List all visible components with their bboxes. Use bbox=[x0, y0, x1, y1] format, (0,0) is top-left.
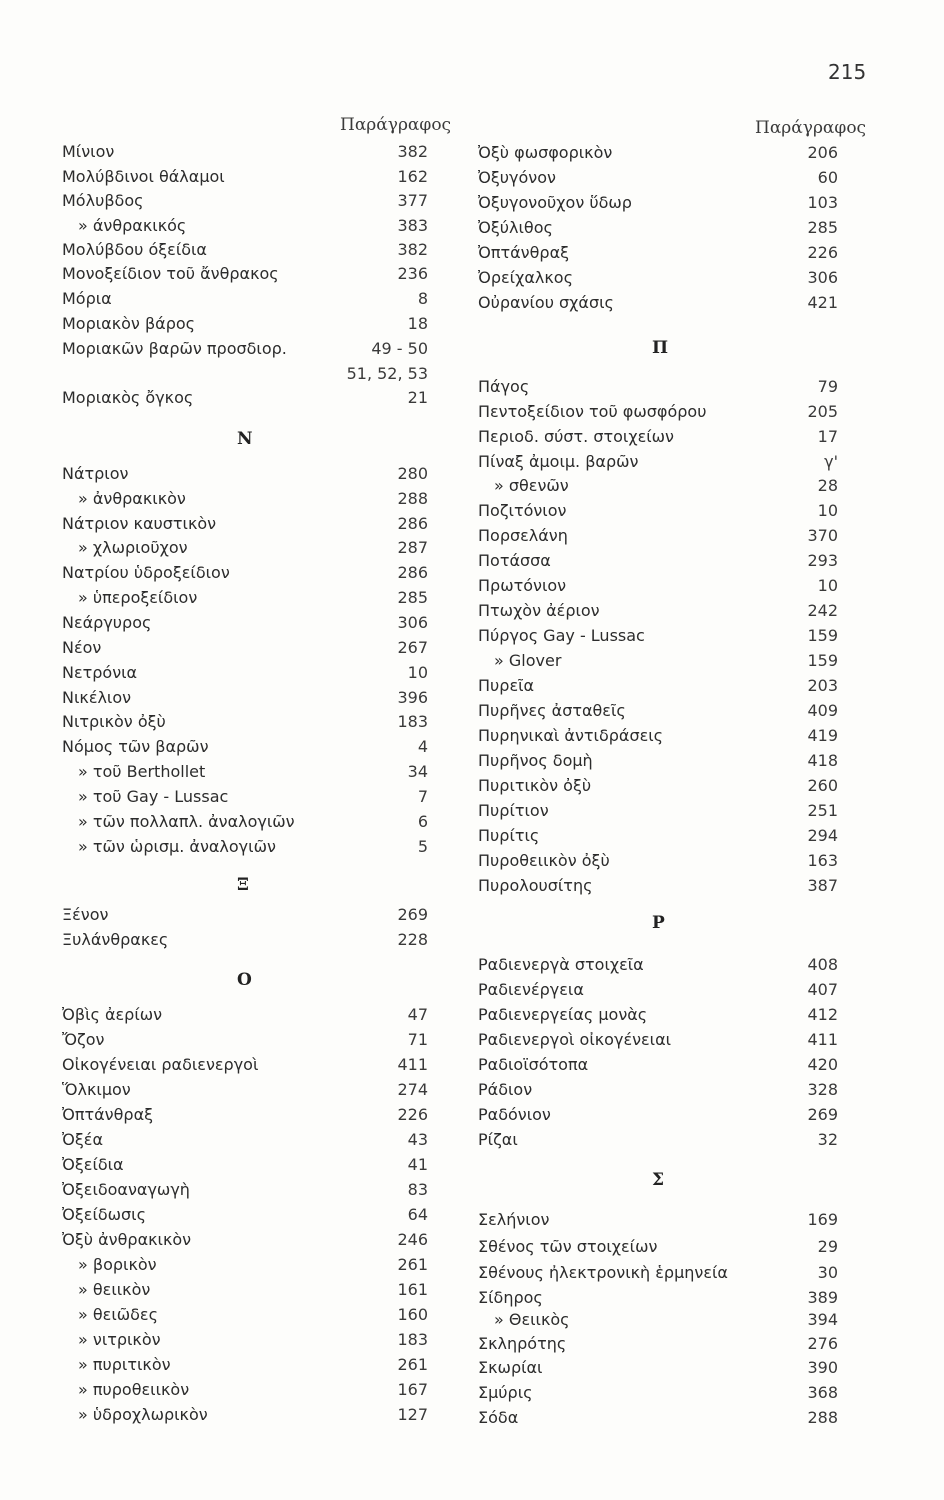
entry-term: Περιοδ. σύστ. στοιχείων bbox=[478, 427, 674, 446]
entry-term: Ὀξέα bbox=[62, 1130, 103, 1149]
entry-term: Ραδόνιον bbox=[478, 1105, 551, 1124]
entry-paragraph: 390 bbox=[807, 1358, 838, 1377]
entry-paragraph: 285 bbox=[397, 588, 428, 607]
entry-paragraph: 103 bbox=[807, 193, 838, 212]
entry-paragraph: 18 bbox=[407, 314, 428, 333]
entry-paragraph: 420 bbox=[807, 1055, 838, 1074]
entry-term: Μολύβδου όξείδια bbox=[62, 240, 207, 259]
index-entry bbox=[62, 1280, 428, 1304]
entry-term: Πυρεῖα bbox=[478, 676, 535, 695]
index-entry bbox=[62, 1230, 428, 1254]
entry-term: Σκληρότης bbox=[478, 1334, 567, 1353]
index-entry bbox=[62, 712, 428, 736]
index-entry bbox=[478, 501, 838, 525]
index-entry bbox=[478, 243, 838, 267]
entry-paragraph: 226 bbox=[397, 1105, 428, 1124]
entry-paragraph: γ' bbox=[824, 452, 838, 471]
entry-paragraph: 408 bbox=[807, 955, 838, 974]
entry-paragraph: 51, 52, 53 bbox=[346, 364, 428, 383]
entry-term: Πάγος bbox=[478, 377, 530, 396]
index-entry bbox=[478, 1210, 838, 1234]
index-entry bbox=[62, 1380, 428, 1404]
entry-term: Ὀπτάνθραξ bbox=[62, 1105, 154, 1124]
entry-term: Ὅλκιμον bbox=[62, 1080, 131, 1099]
index-entry bbox=[62, 812, 428, 836]
entry-term: » ὑπεροξείδιον bbox=[78, 588, 198, 607]
entry-paragraph: 261 bbox=[397, 1355, 428, 1374]
entry-paragraph: 407 bbox=[807, 980, 838, 999]
entry-paragraph: 293 bbox=[807, 551, 838, 570]
index-entry bbox=[478, 801, 838, 825]
entry-paragraph: 288 bbox=[397, 489, 428, 508]
index-entry bbox=[478, 776, 838, 800]
entry-term: » πυροθειικὸν bbox=[78, 1380, 190, 1399]
index-entry bbox=[62, 1255, 428, 1279]
index-entry bbox=[478, 1408, 838, 1432]
entry-paragraph: 7 bbox=[417, 787, 428, 806]
entry-term: Ξένον bbox=[62, 905, 109, 924]
index-entry bbox=[478, 1030, 838, 1054]
entry-paragraph: 377 bbox=[397, 191, 428, 210]
index-entry bbox=[478, 851, 838, 875]
index-entry bbox=[62, 1130, 428, 1154]
entry-paragraph: 167 bbox=[397, 1380, 428, 1399]
index-entry bbox=[62, 613, 428, 637]
index-entry bbox=[478, 1263, 838, 1287]
index-entry bbox=[478, 726, 838, 750]
right-column-header: Παράγραφος bbox=[755, 118, 867, 138]
index-entry bbox=[478, 476, 838, 500]
entry-paragraph: 269 bbox=[397, 905, 428, 924]
index-entry bbox=[62, 289, 428, 313]
entry-term: Ραδιενεργοὶ οἰκογένειαι bbox=[478, 1030, 672, 1049]
index-entry bbox=[478, 980, 838, 1004]
index-entry bbox=[62, 1305, 428, 1329]
entry-term: Πυρῆνος δομὴ bbox=[478, 751, 593, 770]
entry-term: » τοῦ Berthollet bbox=[78, 762, 206, 781]
index-entry bbox=[62, 787, 428, 811]
entry-paragraph: 32 bbox=[817, 1130, 838, 1149]
index-entry bbox=[478, 1005, 838, 1029]
entry-paragraph: 159 bbox=[807, 626, 838, 645]
entry-paragraph: 387 bbox=[807, 876, 838, 895]
index-entry bbox=[62, 762, 428, 786]
entry-paragraph: 396 bbox=[397, 688, 428, 707]
index-entry bbox=[478, 1334, 838, 1358]
entry-term: Σκωρίαι bbox=[478, 1358, 543, 1377]
index-entry bbox=[478, 1288, 838, 1312]
entry-paragraph: 246 bbox=[397, 1230, 428, 1249]
entry-paragraph: 260 bbox=[807, 776, 838, 795]
entry-paragraph: 328 bbox=[807, 1080, 838, 1099]
entry-term: Πυρίτιον bbox=[478, 801, 549, 820]
index-entry bbox=[62, 538, 428, 562]
entry-paragraph: 28 bbox=[817, 476, 838, 495]
entry-paragraph: 43 bbox=[407, 1130, 428, 1149]
entry-term: Μοριακὸς ὄγκος bbox=[62, 388, 194, 407]
entry-term: Ραδιενεργὰ στοιχεῖα bbox=[478, 955, 644, 974]
index-entry bbox=[478, 1105, 838, 1129]
entry-paragraph: 206 bbox=[807, 143, 838, 162]
index-entry bbox=[62, 1205, 428, 1229]
index-entry bbox=[62, 1330, 428, 1354]
index-entry bbox=[62, 1055, 428, 1079]
entry-paragraph: 47 bbox=[407, 1005, 428, 1024]
index-entry bbox=[62, 1030, 428, 1054]
index-entry bbox=[478, 1237, 838, 1261]
index-entry bbox=[62, 514, 428, 538]
entry-paragraph: 79 bbox=[817, 377, 838, 396]
entry-paragraph: 10 bbox=[817, 576, 838, 595]
entry-paragraph: 274 bbox=[397, 1080, 428, 1099]
section-letter: Ο bbox=[237, 970, 252, 990]
entry-term: Ποτάσσα bbox=[478, 551, 551, 570]
entry-term: » θειῶδες bbox=[78, 1305, 158, 1324]
entry-paragraph: 267 bbox=[397, 638, 428, 657]
entry-paragraph: 8 bbox=[417, 289, 428, 308]
index-entry bbox=[62, 1355, 428, 1379]
entry-paragraph: 421 bbox=[807, 293, 838, 312]
entry-term: » Θειικὸς bbox=[494, 1310, 570, 1329]
index-entry bbox=[478, 1080, 838, 1104]
entry-term: Πυρίτις bbox=[478, 826, 540, 845]
index-entry bbox=[62, 663, 428, 687]
entry-paragraph: 10 bbox=[407, 663, 428, 682]
index-entry bbox=[62, 339, 428, 363]
section-letter: Π bbox=[652, 338, 669, 358]
entry-term: » χλωριοῦχον bbox=[78, 538, 188, 557]
entry-term: Πίναξ ἀμοιμ. βαρῶν bbox=[478, 452, 639, 471]
entry-term: » τοῦ Gay - Lussac bbox=[78, 787, 229, 806]
entry-paragraph: 17 bbox=[817, 427, 838, 446]
index-entry bbox=[62, 837, 428, 861]
entry-paragraph: 285 bbox=[807, 218, 838, 237]
entry-term: Νόμος τῶν βαρῶν bbox=[62, 737, 209, 756]
entry-term: Νετρόνια bbox=[62, 663, 138, 682]
index-entry bbox=[62, 638, 428, 662]
entry-paragraph: 412 bbox=[807, 1005, 838, 1024]
entry-paragraph: 49 - 50 bbox=[371, 339, 428, 358]
entry-term: » νιτρικὸν bbox=[78, 1330, 161, 1349]
index-entry bbox=[62, 216, 428, 240]
entry-paragraph: 261 bbox=[397, 1255, 428, 1274]
entry-paragraph: 6 bbox=[417, 812, 428, 831]
index-entry bbox=[62, 464, 428, 488]
index-entry bbox=[478, 551, 838, 575]
index-entry bbox=[478, 268, 838, 292]
entry-term: Μόλυβδος bbox=[62, 191, 144, 210]
entry-paragraph: 276 bbox=[807, 1334, 838, 1353]
entry-term: Ὀρείχαλκος bbox=[478, 268, 573, 287]
entry-term: Πυρῆνες ἀσταθεῖς bbox=[478, 701, 626, 720]
entry-paragraph: 183 bbox=[397, 1330, 428, 1349]
entry-term: Σμύρις bbox=[478, 1383, 533, 1402]
entry-term: Σθένος τῶν στοιχείων bbox=[478, 1237, 658, 1256]
entry-term: Ξυλάνθρακες bbox=[62, 930, 169, 949]
entry-paragraph: 286 bbox=[397, 514, 428, 533]
entry-term: Πεντοξείδιον τοῦ φωσφόρου bbox=[478, 402, 707, 421]
index-entry bbox=[478, 751, 838, 775]
entry-term: Νεάργυρος bbox=[62, 613, 152, 632]
entry-term: Νάτριον bbox=[62, 464, 129, 483]
entry-term: Ὀξείδια bbox=[62, 1155, 124, 1174]
section-letter: Ξ bbox=[237, 875, 249, 895]
index-entry bbox=[62, 905, 428, 929]
entry-term: » άνθρακικός bbox=[78, 216, 187, 235]
page-number: 215 bbox=[828, 60, 867, 84]
index-entry bbox=[478, 701, 838, 725]
section-letter: Ρ bbox=[652, 913, 665, 933]
entry-term: Μοριακὸν βάρος bbox=[62, 314, 196, 333]
index-entry bbox=[478, 168, 838, 192]
entry-paragraph: 4 bbox=[417, 737, 428, 756]
entry-paragraph: 382 bbox=[397, 240, 428, 259]
index-entry bbox=[62, 737, 428, 761]
entry-paragraph: 60 bbox=[817, 168, 838, 187]
entry-paragraph: 169 bbox=[807, 1210, 838, 1229]
index-entry bbox=[478, 193, 838, 217]
entry-paragraph: 383 bbox=[397, 216, 428, 235]
entry-term: Ραδιενεργείας μονὰς bbox=[478, 1005, 648, 1024]
entry-term: Οὐρανίου σχάσις bbox=[478, 293, 614, 312]
entry-paragraph: 21 bbox=[407, 388, 428, 407]
entry-paragraph: 389 bbox=[807, 1288, 838, 1307]
entry-term: Πυρηνικαὶ ἀντιδράσεις bbox=[478, 726, 664, 745]
entry-paragraph: 83 bbox=[407, 1180, 428, 1199]
entry-paragraph: 160 bbox=[397, 1305, 428, 1324]
entry-term: Ὀξύλιθος bbox=[478, 218, 553, 237]
index-entry bbox=[478, 651, 838, 675]
index-entry bbox=[478, 876, 838, 900]
index-entry bbox=[62, 1180, 428, 1204]
entry-term: Σόδα bbox=[478, 1408, 519, 1427]
index-entry bbox=[62, 489, 428, 513]
left-column-header: Παράγραφος bbox=[340, 115, 452, 135]
entry-paragraph: 236 bbox=[397, 264, 428, 283]
entry-term: Σίδηρος bbox=[478, 1288, 543, 1307]
index-entry bbox=[478, 427, 838, 451]
index-entry bbox=[62, 588, 428, 612]
entry-term: Μίνιον bbox=[62, 142, 115, 161]
entry-paragraph: 71 bbox=[407, 1030, 428, 1049]
entry-term: » Glover bbox=[494, 651, 562, 670]
entry-term: Μονοξείδιον τοῦ ἄνθρακος bbox=[62, 264, 279, 283]
index-entry bbox=[478, 218, 838, 242]
index-entry bbox=[478, 1310, 838, 1334]
entry-paragraph: 294 bbox=[807, 826, 838, 845]
entry-paragraph: 394 bbox=[807, 1310, 838, 1329]
entry-term: Πυριτικὸν ὀξὺ bbox=[478, 776, 592, 795]
entry-paragraph: 370 bbox=[807, 526, 838, 545]
index-entry bbox=[478, 626, 838, 650]
entry-term: Πύργος Gay - Lussac bbox=[478, 626, 645, 645]
entry-paragraph: 163 bbox=[807, 851, 838, 870]
entry-paragraph: 228 bbox=[397, 930, 428, 949]
entry-term: Ποζιτόνιον bbox=[478, 501, 567, 520]
index-entry bbox=[478, 576, 838, 600]
entry-paragraph: 411 bbox=[397, 1055, 428, 1074]
index-entry bbox=[62, 1405, 428, 1429]
index-entry bbox=[478, 452, 838, 476]
entry-paragraph: 306 bbox=[807, 268, 838, 287]
entry-term: Νιτρικὸν ὀξὺ bbox=[62, 712, 166, 731]
entry-term: Ρίζαι bbox=[478, 1130, 518, 1149]
entry-paragraph: 41 bbox=[407, 1155, 428, 1174]
index-entry bbox=[478, 293, 838, 317]
entry-paragraph: 205 bbox=[807, 402, 838, 421]
entry-paragraph: 409 bbox=[807, 701, 838, 720]
entry-term: » τῶν ὡρισμ. ἀναλογιῶν bbox=[78, 837, 276, 856]
index-entry bbox=[62, 142, 428, 166]
entry-paragraph: 382 bbox=[397, 142, 428, 161]
entry-term: Ὀξυγόνον bbox=[478, 168, 556, 187]
entry-term: Σελήνιον bbox=[478, 1210, 550, 1229]
entry-paragraph: 251 bbox=[807, 801, 838, 820]
entry-paragraph: 242 bbox=[807, 601, 838, 620]
index-entry bbox=[62, 930, 428, 954]
entry-term: Ὄζον bbox=[62, 1030, 105, 1049]
index-entry bbox=[62, 264, 428, 288]
entry-paragraph: 287 bbox=[397, 538, 428, 557]
entry-paragraph: 306 bbox=[397, 613, 428, 632]
entry-paragraph: 29 bbox=[817, 1237, 838, 1256]
entry-paragraph: 161 bbox=[397, 1280, 428, 1299]
index-entry bbox=[62, 1080, 428, 1104]
entry-term: Ὀξείδωσις bbox=[62, 1205, 146, 1224]
entry-term: » ἀνθρακικὸν bbox=[78, 489, 186, 508]
entry-paragraph: 34 bbox=[407, 762, 428, 781]
entry-paragraph: 418 bbox=[807, 751, 838, 770]
index-entry bbox=[478, 676, 838, 700]
index-entry bbox=[478, 1383, 838, 1407]
index-entry bbox=[62, 688, 428, 712]
entry-paragraph: 127 bbox=[397, 1405, 428, 1424]
entry-term: Μοριακῶν βαρῶν προσδιορ. bbox=[62, 339, 287, 358]
entry-paragraph: 288 bbox=[807, 1408, 838, 1427]
entry-paragraph: 5 bbox=[417, 837, 428, 856]
entry-term: Νατρίου ὑδροξείδιον bbox=[62, 563, 230, 582]
entry-term: Νικέλιον bbox=[62, 688, 132, 707]
entry-term: » βορικὸν bbox=[78, 1255, 157, 1274]
index-entry bbox=[478, 1130, 838, 1154]
index-entry bbox=[478, 526, 838, 550]
index-entry bbox=[478, 955, 838, 979]
index-entry bbox=[478, 826, 838, 850]
entry-paragraph: 226 bbox=[807, 243, 838, 262]
index-entry bbox=[478, 1358, 838, 1382]
index-entry bbox=[62, 1005, 428, 1029]
entry-term: » σθενῶν bbox=[494, 476, 569, 495]
entry-paragraph: 30 bbox=[817, 1263, 838, 1282]
entry-term: Μολύβδινοι θάλαμοι bbox=[62, 167, 225, 186]
entry-paragraph: 368 bbox=[807, 1383, 838, 1402]
entry-paragraph: 159 bbox=[807, 651, 838, 670]
index-entry bbox=[62, 167, 428, 191]
entry-term: Ὀξὺ ἀνθρακικὸν bbox=[62, 1230, 192, 1249]
index-entry bbox=[62, 563, 428, 587]
entry-term: Νέον bbox=[62, 638, 102, 657]
index-entry bbox=[478, 601, 838, 625]
index-entry bbox=[62, 364, 428, 388]
entry-paragraph: 419 bbox=[807, 726, 838, 745]
entry-term: » θειικὸν bbox=[78, 1280, 151, 1299]
entry-term: Νάτριον καυστικὸν bbox=[62, 514, 217, 533]
index-entry bbox=[62, 191, 428, 215]
entry-paragraph: 10 bbox=[817, 501, 838, 520]
entry-paragraph: 203 bbox=[807, 676, 838, 695]
entry-term: Ραδιοϊσότοπα bbox=[478, 1055, 589, 1074]
index-entry bbox=[62, 240, 428, 264]
index-entry bbox=[62, 1105, 428, 1129]
index-entry bbox=[478, 402, 838, 426]
index-entry bbox=[62, 388, 428, 412]
entry-paragraph: 411 bbox=[807, 1030, 838, 1049]
entry-term: » ὑδροχλωρικὸν bbox=[78, 1405, 208, 1424]
entry-term: Ὀβὶς ἀερίων bbox=[62, 1005, 163, 1024]
entry-term: Πορσελάνη bbox=[478, 526, 568, 545]
entry-paragraph: 286 bbox=[397, 563, 428, 582]
entry-term: Ὀξειδοαναγωγὴ bbox=[62, 1180, 190, 1199]
entry-term: Πτωχὸν ἀέριον bbox=[478, 601, 600, 620]
entry-term: Ὀξὺ φωσφορικὸν bbox=[478, 143, 613, 162]
entry-term: » πυριτικὸν bbox=[78, 1355, 171, 1374]
index-entry bbox=[478, 1055, 838, 1079]
index-entry bbox=[478, 377, 838, 401]
section-letter: Ν bbox=[237, 429, 253, 449]
entry-term: Οἰκογένειαι ραδιενεργοὶ bbox=[62, 1055, 259, 1074]
entry-term: Ὀπτάνθραξ bbox=[478, 243, 570, 262]
entry-term: » τῶν πολλαπλ. ἀναλογιῶν bbox=[78, 812, 295, 831]
entry-term: Ραδιενέργεια bbox=[478, 980, 584, 999]
entry-paragraph: 162 bbox=[397, 167, 428, 186]
entry-paragraph: 183 bbox=[397, 712, 428, 731]
entry-term: Ράδιον bbox=[478, 1080, 533, 1099]
index-entry bbox=[62, 314, 428, 338]
index-entry bbox=[62, 1155, 428, 1179]
entry-term: Μόρια bbox=[62, 289, 112, 308]
entry-term: Πυροθειικὸν ὀξὺ bbox=[478, 851, 610, 870]
entry-paragraph: 269 bbox=[807, 1105, 838, 1124]
entry-paragraph: 64 bbox=[407, 1205, 428, 1224]
section-letter: Σ bbox=[652, 1170, 665, 1190]
entry-term: Πυρολουσίτης bbox=[478, 876, 593, 895]
entry-term: Σθένους ἠλεκτρονικὴ ἑρμηνεία bbox=[478, 1263, 728, 1282]
entry-term: Ὀξυγονοῦχον ὕδωρ bbox=[478, 193, 632, 212]
entry-term: Πρωτόνιον bbox=[478, 576, 567, 595]
index-entry bbox=[478, 143, 838, 167]
entry-paragraph: 280 bbox=[397, 464, 428, 483]
